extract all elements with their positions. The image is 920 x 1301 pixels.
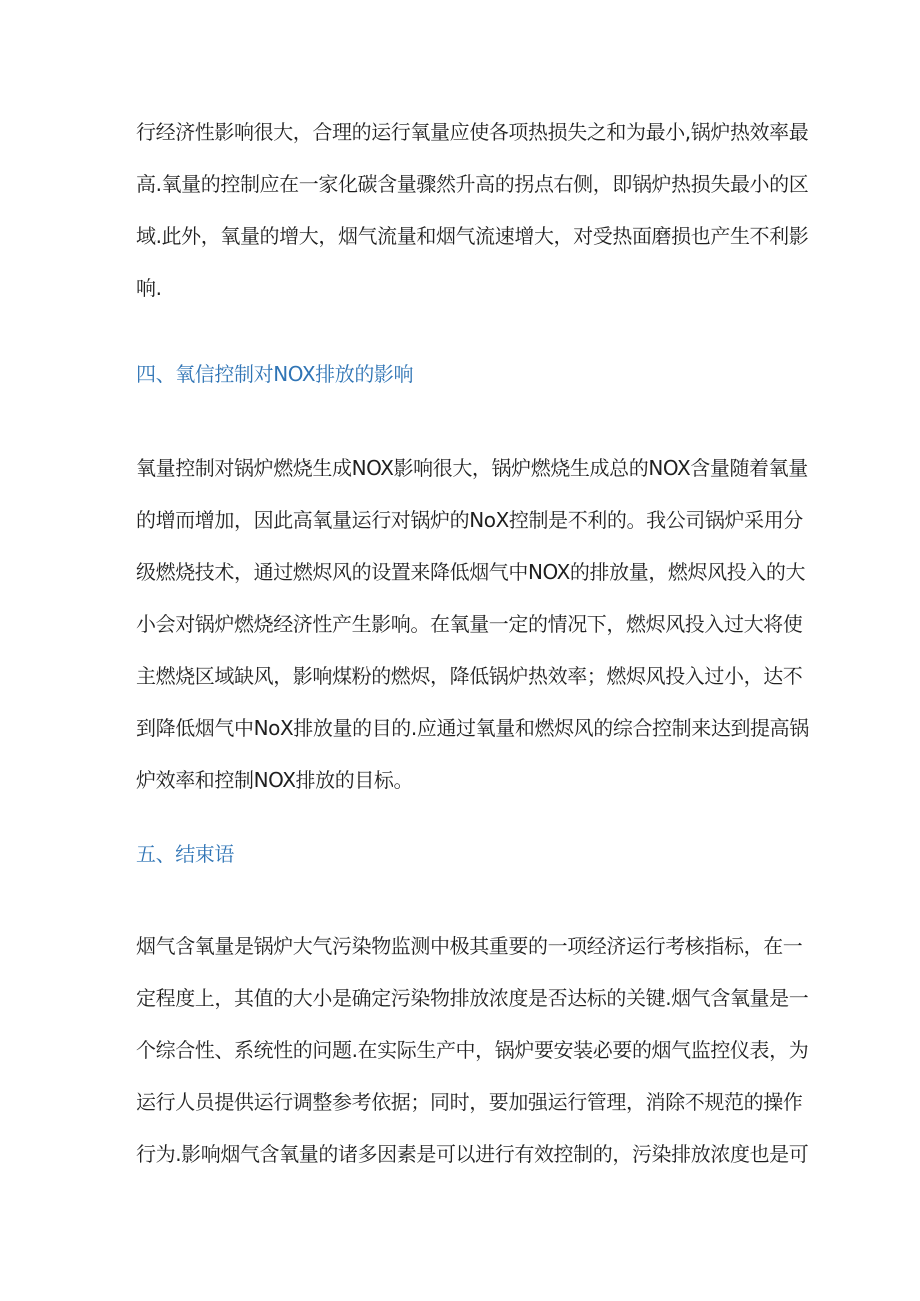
section-heading-5: 五、结束语 bbox=[136, 842, 234, 866]
text-line: 小会对锅炉燃烧经济性产生影响。在氧量一定的情况下，燃烬风投入过大将使 bbox=[136, 612, 803, 636]
text-line: 高.氧量的控制应在一家化碳含量骤然升高的拐点右侧，即锅炉热损失最小的区 bbox=[136, 172, 809, 196]
text-line: 响. bbox=[136, 276, 162, 300]
text-line: 运行人员提供运行调整参考依据；同时，要加强运行管理，消除不规范的操作 bbox=[136, 1090, 803, 1114]
text-line: 个综合性、系统性的问题.在实际生产中，锅炉要安装必要的烟气监控仪表，为 bbox=[136, 1038, 809, 1062]
section-heading-4: 四、氧信控制对NOX排放的影响 bbox=[136, 362, 414, 386]
text-line: 氧量控制对锅炉燃烧生成NOX影响很大，锅炉燃烧生成总的NOX含量随着氧量 bbox=[136, 456, 808, 480]
text-line: 主燃烧区域缺风，影响煤粉的燃烬，降低锅炉热效率；燃烬风投入过小，达不 bbox=[136, 664, 803, 688]
text-line: 到降低烟气中NoX排放量的目的.应通过氧量和燃烬风的综合控制来达到提高锅 bbox=[136, 716, 809, 740]
text-line: 行经济性影响很大，合理的运行氧量应使各项热损失之和为最小,锅炉热效率最 bbox=[136, 120, 809, 144]
paragraph-economic-impact bbox=[136, 106, 809, 314]
text-line: 级燃烧技术，通过燃烬风的设置来降低烟气中NOX的排放量，燃烬风投入的大 bbox=[136, 560, 806, 584]
paragraph-conclusion bbox=[136, 920, 809, 1180]
text-line: 烟气含氧量是锅炉大气污染物监测中极其重要的一项经济运行考核指标，在一 bbox=[136, 934, 803, 958]
text-line: 域.此外，氧量的增大，烟气流量和烟气流速增大，对受热面磨损也产生不利影 bbox=[136, 224, 809, 248]
text-line: 的增而增加，因此高氧量运行对锅炉的NoX控制是不利的。我公司锅炉采用分 bbox=[136, 508, 803, 532]
text-line: 定程度上，其值的大小是确定污染物排放浓度是否达标的关键.烟气含氧量是一 bbox=[136, 986, 809, 1010]
paragraph-nox-impact bbox=[136, 442, 809, 806]
text-line: 行为.影响烟气含氧量的诸多因素是可以进行有效控制的，污染排放浓度也是可 bbox=[136, 1142, 809, 1166]
text-line: 炉效率和控制NOX排放的目标。 bbox=[136, 768, 414, 792]
